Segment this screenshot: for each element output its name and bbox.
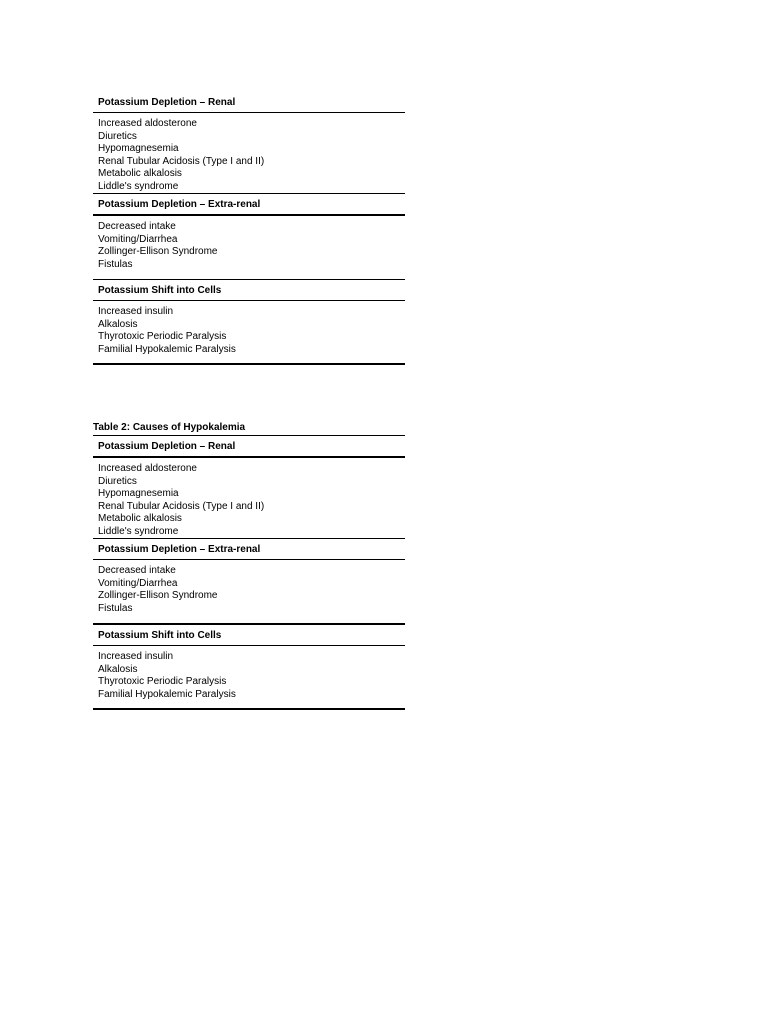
- list-item: Fistulas: [98, 258, 133, 270]
- list-item: Metabolic alkalosis: [98, 168, 182, 179]
- table-caption: Table 2: Causes of Hypokalemia: [93, 422, 246, 433]
- list-item: Liddle's syndrome: [98, 525, 179, 537]
- rule: [93, 708, 405, 710]
- list-item: Renal Tubular Acidosis (Type I and II): [98, 500, 265, 512]
- list-item: Decreased intake: [98, 221, 176, 232]
- section-heading-extra-renal: Potassium Depletion – Extra-renal: [98, 544, 261, 555]
- section-heading-renal: Potassium Depletion – Renal: [98, 441, 236, 452]
- list-item: Alkalosis: [98, 663, 138, 675]
- list-item: Metabolic alkalosis: [98, 513, 182, 524]
- list-item: Familial Hypokalemic Paralysis: [98, 688, 236, 700]
- section-heading-extra-renal: Potassium Depletion – Extra-renal: [98, 199, 261, 210]
- section-items-shift: [93, 646, 405, 708]
- list-item: Increased insulin: [98, 651, 174, 662]
- list-item: Decreased intake: [98, 565, 176, 576]
- rule: [93, 363, 405, 365]
- list-item: Liddle's syndrome: [98, 180, 179, 192]
- hypokalemia-table-1: [93, 92, 405, 365]
- list-item: Hypomagnesemia: [98, 488, 179, 499]
- section-heading-shift: Potassium Shift into Cells: [98, 285, 222, 296]
- list-item: Thyrotoxic Periodic Paralysis: [98, 331, 227, 342]
- list-item: Hypomagnesemia: [98, 143, 179, 154]
- section-heading-renal: Potassium Depletion – Renal: [98, 97, 236, 108]
- section-heading-shift: Potassium Shift into Cells: [98, 630, 222, 641]
- section-items-shift: [93, 301, 405, 363]
- list-item: Diuretics: [98, 130, 137, 142]
- section-items-extra-renal: [93, 560, 405, 623]
- section-items-renal: [93, 458, 405, 538]
- list-item: Zollinger-Ellison Syndrome: [98, 246, 218, 257]
- list-item: Diuretics: [98, 475, 137, 487]
- list-item: Alkalosis: [98, 318, 138, 330]
- list-item: Vomiting/Diarrhea: [98, 577, 178, 589]
- section-items-extra-renal: [93, 216, 405, 279]
- list-item: Zollinger-Ellison Syndrome: [98, 590, 218, 601]
- table-body: [93, 436, 405, 710]
- section-items-renal: [93, 113, 405, 193]
- list-item: Increased aldosterone: [98, 118, 197, 129]
- table-body: [93, 92, 405, 365]
- list-item: Familial Hypokalemic Paralysis: [98, 343, 236, 355]
- list-item: Thyrotoxic Periodic Paralysis: [98, 676, 227, 687]
- list-item: Increased aldosterone: [98, 463, 197, 474]
- list-item: Renal Tubular Acidosis (Type I and II): [98, 155, 265, 167]
- list-item: Vomiting/Diarrhea: [98, 233, 178, 245]
- list-item: Increased insulin: [98, 306, 174, 317]
- list-item: Fistulas: [98, 602, 133, 614]
- hypokalemia-table-2: [93, 421, 405, 710]
